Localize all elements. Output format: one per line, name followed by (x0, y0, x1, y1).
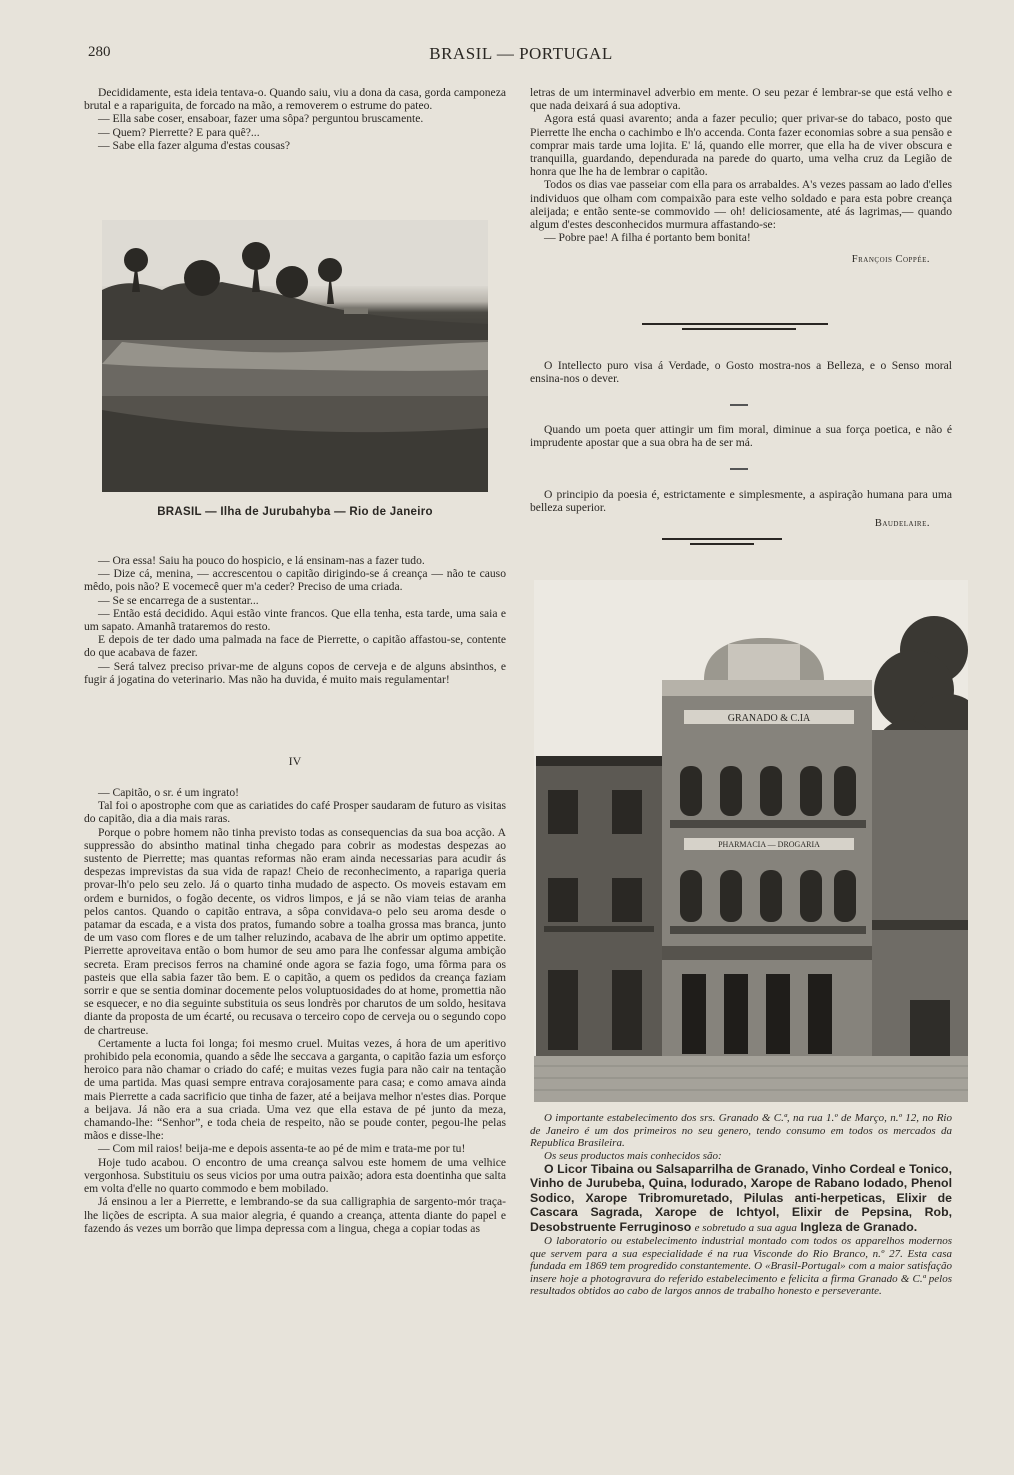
paragraph: Porque o pobre homem não tinha previsto todas as consequencias da sua boa acção. A suppressão do absintho matinal tinha chegado para cobrir as modestas despezas ao sustento de Pierrette; mas quantas reformas não eram ainda necessarias para acudir ás despezas imprevistas da sua vida de rapaz! Cheio de reconhecimento, a rapariga queria provar-lh'o pelo seu zelo. Já o quarto tinha mudado de aspecto. Os moveis estavam em ordem e burnidos, o fogão decente, os vidros limpos, e já se não viam teias de aranha pelos cantos. Quando o capitão entrava, a sôpa convidava-o pelo seu aroma desde o patamar da escada, e a vista dos pratos, fumando sobre a toalha grossa mas branca, junto de um vaso com flores e de um talher reluzindo, acabava de lhe abrir um optimo appetite. Pierrette aproveitava então o bom humor de seu amo para lhe confessar alguma ambição secreta. Eram precisos ferros na chaminé onde agora se fazia fogo, uma fôrma para os pasteis que ella sabia fazer tão bem. E o capitão, a quem os pedidos da creança faziam sorrir e que se sentia dominar docemente pelos voluptuosidades do at home, promettia não se esquecer, e no dia seguinte substituia os seus londrès por charutos de um soldo, hesitava diante da proposta de um écarté, ou recusava o terceiro copo de cerveja ou o segundo copo de chartreuse. (84, 825, 506, 1037)
ad-products-connector: e sobretudo a sua agua (694, 1221, 797, 1234)
author-signature: François Coppée. (851, 254, 930, 266)
island-illustration (102, 220, 488, 492)
separator-mark (730, 468, 748, 470)
ad-closing: O laboratorio ou estabelecimento industrial montado com todos os apparelhos modernos que servem para a sua especialidade é na rua Visconde do Rio Branco, n.º 27. Esta casa fundada em 1869 tem progredido constantemente. O «Brasil-Portugal» com a maior satisfação insere hoje a photogravura do referido estabelecimento e felicita a firma Granado & C.ª pelos resultados obtidos ao cabo de largos annos de trabalho honesto e perseverante. (530, 1235, 952, 1298)
divider-rule (690, 543, 754, 545)
paragraph: — Com mil raios! beija-me e depois assenta-te ao pé de mim e trata-me por tu! (98, 1142, 466, 1156)
quote: O principio da poesia é, estrictamente e simplesmente, a aspiração humana para uma belleza superior. (530, 488, 952, 515)
quote: O Intellecto puro visa á Verdade, o Gosto mostra-nos a Belleza, e o Senso moral ensina-nos o dever. (530, 359, 952, 386)
author-signature: Baudelaire. (874, 518, 930, 530)
ad-products-label: Os seus productos mais conhecidos são: (544, 1149, 722, 1162)
paragraph: E depois de ter dado uma palmada na face de Pierrette, o capitão affastou-se, contente do que acabava de fazer. (84, 633, 506, 660)
paragraph: — Se se encarrega de a sustentar... (98, 593, 259, 607)
paragraph: — Será talvez preciso privar-me de alguns copos de cerveja e de alguns absinthos, e fugir á jogatina do veterinario. Mas não ha duvida, é muito mais regulamentar! (84, 659, 506, 686)
divider-rule (662, 538, 782, 540)
ad-intro: O importante estabelecimento dos srs. Granado & C.ª, na rua 1.º de Março, n.º 12, no Rio de Janeiro é um dos primeiros no seu genero, tendo consumo em todos os mercados da Republica Brasileira. (530, 1112, 952, 1149)
quote-intellect (530, 359, 952, 385)
paragraph: — Ora essa! Saiu ha pouco do hospicio, e lá ensinam-nas a fazer tudo. (98, 554, 425, 567)
story-opening (84, 86, 506, 152)
divider-rule (642, 323, 828, 325)
story-dialogue (84, 554, 506, 686)
paragraph: Certamente a lucta foi longa; foi mesmo cruel. Muitas vezes, á hora de um aperitivo prohibido pela economia, quando a sêde lhe seccava a garganta, o capitão fazia um esforço heroico para não chamar o criado do café; e muitas vezes fugia para não cair na tentação de uma partida. Mas quasi sempre entrava corajosamente para casa; e como amava ainda mais Pierrette a cada sacrificio que tinha de fazer, até a beijava melhor n'estes dias. Porque a beijava. Já não era a sua criada. Uma vez que ella estava de pé junto da meza, chamando-lhe: “Senhor”, e toda cheia de respeito, não se poude conter, pegou-lhe pelas mãos e disse-lhe: (84, 1036, 506, 1143)
building-illustration (534, 580, 968, 1102)
ad-product-list (530, 1162, 952, 1235)
paragraph: — Capitão, o sr. é um ingrato! (98, 786, 240, 799)
paragraph: Hoje tudo acabou. O encontro de uma creança salvou este homem de uma velhice vergonhosa. Substituiu os seus vicios por uma outra paixão; adora esta doentinha que salta em volta d'elle no quarto commodo e bem mobilado. (84, 1155, 506, 1196)
story-ending (530, 86, 952, 265)
paragraph: Todos os dias vae passeiar com ella para os arrabaldes. A's vezes passam ao lado d'elles individuos que olham com compaixão para este velho soldado e para esta pobre creança aleijada; e então sente-se commovido — oh! deliciosamente, até ás lagrimas,— quando algum d'estes desconhecidos murmura affastando-se: (530, 178, 952, 232)
separator-mark (730, 404, 748, 406)
ad-products: O Licor Tibaina ou Salsaparrilha de Granado, Vinho Cordeal e Tonico, Vinho de Jurubeba, Quina, Iodurado, Xarope de Rabano Iodado, Phenol Sodico, Xarope Tribromuretado, Pilulas anti-herpeticas, Elixir de Cascara Sagrada, Xarope de Ichtyol, Elixir de Pepsina, Rob, Desobstruente Ferruginoso (530, 1162, 952, 1234)
paragraph: — Sabe ella fazer alguma d'estas cousas? (98, 138, 291, 152)
island-photo-caption: BRASIL — Ilha de Jurubahyba — Rio de Janeiro (157, 506, 433, 518)
quote-poetry (530, 488, 952, 529)
paragraph: Decididamente, esta ideia tentava-o. Quando saiu, viu a dona da casa, gorda camponeza brutal e a rapariguita, de forcado na mão, a removerem o estrume do pateo. (84, 86, 506, 113)
section-number: IV (288, 754, 302, 768)
paragraph: — Dize cá, menina, — accrescentou o capitão dirigindo-se á creança — não te causo mêdo, pois não? E vocemecê quer m'a ceder? Preciso de uma criada. (84, 567, 506, 594)
divider-rule (682, 328, 796, 330)
paragraph: Agora está quasi avarento; anda a fazer peculio; quer privar-se do tabaco, posto que Pierrette lhe encha o cachimbo e lh'o accenda. Conta fazer economias sobre a sua pensão e comprar mais tarde uma lojita. E' lá, quando elle morrer, que ella ha de viver obscura e tranquilla, guardando, dependurada na parede do quarto, uma velha cruz da Legião de honra que lhe ha de lembrar o capitão. (530, 112, 952, 179)
island-photo (102, 220, 488, 492)
paragraph: — Quem? Pierrette? E para quê?... (98, 125, 260, 139)
granado-building-photo (534, 580, 968, 1102)
paragraph: — Ella sabe coser, ensaboar, fazer uma sôpa? perguntou bruscamente. (98, 112, 424, 126)
paragraph: letras de um interminavel adverbio em mente. O seu pezar é lembrar-se que está velho e que nada deixará á sua adoptiva. (530, 86, 952, 113)
sign-pharmacia: PHARMACIA — DROGARIA (718, 840, 820, 849)
ad-products-end: Ingleza de Granado. (800, 1219, 918, 1234)
paragraph: Já ensinou a ler a Pierrette, e lembrando-se da sua calligraphia de sargento-mór traça-lhe lições de escripta. A sua maior alegria, é quando a creança, attenta diante do papel e fazendo ás vezes um borrão que limpa depressa com a lingua, chega a copiar todas as (84, 1195, 506, 1235)
paragraph: — Então está decidido. Aqui estão vinte francos. Que ella tenha, esta tarde, uma saia e um sapato. Amanhã trataremos do resto. (84, 606, 506, 634)
page-header (88, 44, 954, 68)
quote-poet (530, 423, 952, 449)
sign-granado: GRANADO & C.IA (727, 713, 811, 724)
paragraph: — Pobre pae! A filha é portanto bem bonita! (544, 231, 751, 245)
story-chapter-four (84, 786, 506, 1235)
advertisement (530, 1112, 952, 1298)
page-number: 280 (88, 44, 111, 60)
magazine-title: BRASIL — PORTUGAL (429, 44, 613, 63)
paragraph: Tal foi o apostrophe com que as cariatides do café Prosper saudaram de futuro as visitas do capitão, dia a dia mais raras. (84, 799, 506, 826)
quote: Quando um poeta quer attingir um fim moral, diminue a sua força poetica, e não é imprudente apostar que a sua obra ha de ser má. (530, 423, 952, 450)
